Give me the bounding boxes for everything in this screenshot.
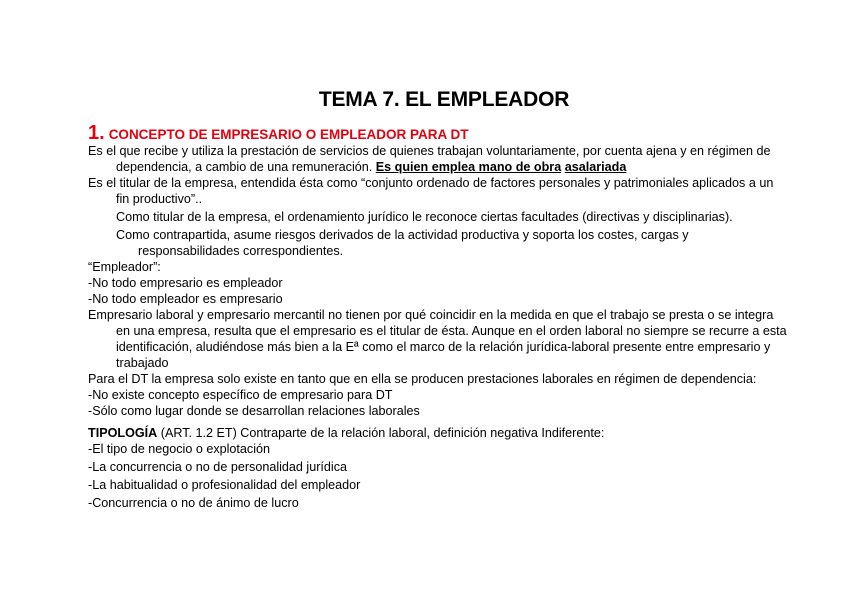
body-text	[88, 143, 788, 511]
paragraph-titular: Es el titular de la empresa, entendida ésta como “conjunto ordenado de factores personales y patrimoniales aplicados a un fin productivo”..	[88, 176, 774, 206]
paragraph-facultades: Como titular de la empresa, el ordenamiento jurídico le reconoce ciertas facultades (directivas y disciplinarias).	[116, 210, 733, 224]
tipologia-label: TIPOLOGÍA	[88, 426, 158, 440]
paragraph-contrapartida: Como contrapartida, asume riesgos derivados de la actividad productiva y soporta los costes, cargas y responsabilidades correspondientes.	[116, 228, 689, 258]
empleador-label: “Empleador”:	[88, 260, 161, 274]
list-item: -No todo empresario es empleador	[88, 276, 283, 290]
paragraph-definition-text: Es el que recibe y utiliza la prestación de servicios de quienes trabajan voluntariamente, por cuenta ajena y en régimen de dependencia, a cambio de una remuneración.	[88, 144, 771, 174]
list-item: -No todo empleador es empresario	[88, 292, 283, 306]
tipologia-text: (ART. 1.2 ET) Contraparte de la relación laboral, definición negativa Indiferente:	[157, 426, 605, 440]
paragraph-dt-empresa: Para el DT la empresa solo existe en tanto que en ella se producen prestaciones laborales en régimen de dependencia:	[88, 372, 757, 386]
section-number: 1.	[88, 122, 105, 144]
section-heading	[88, 122, 468, 145]
list-item: -Sólo como lugar donde se desarrollan relaciones laborales	[88, 404, 420, 418]
underlined-word: asalariada	[564, 160, 627, 174]
list-item: -No existe concepto específico de empresario para DT	[88, 388, 393, 402]
list-item: -Concurrencia o no de ánimo de lucro	[88, 496, 299, 510]
tipologia-line	[88, 425, 788, 441]
page-title: TEMA 7. EL EMPLEADOR	[318, 88, 570, 111]
paragraph-empresario-laboral: Empresario laboral y empresario mercantil no tienen por qué coincidir en la medida en que el trabajo se presta o se integra en una empresa, resulta que el empresario es el titular de ésta. Aunque en el orden laboral no siempre se recurre a esta identificación, aludiéndose más bien a la Eª como el marco de la relación jurídica-laboral presente entre empresario y trabajado	[88, 308, 787, 370]
list-item: -La habitualidad o profesionalidad del empleador	[88, 478, 361, 492]
paragraph-definition	[88, 143, 788, 175]
section-heading-text: CONCEPTO DE EMPRESARIO O EMPLEADOR PARA DT	[108, 127, 469, 142]
list-item: -La concurrencia o no de personalidad jurídica	[88, 460, 348, 474]
underlined-phrase: Es quien emplea mano de obra	[375, 160, 562, 174]
list-item: -El tipo de negocio o explotación	[88, 442, 271, 456]
